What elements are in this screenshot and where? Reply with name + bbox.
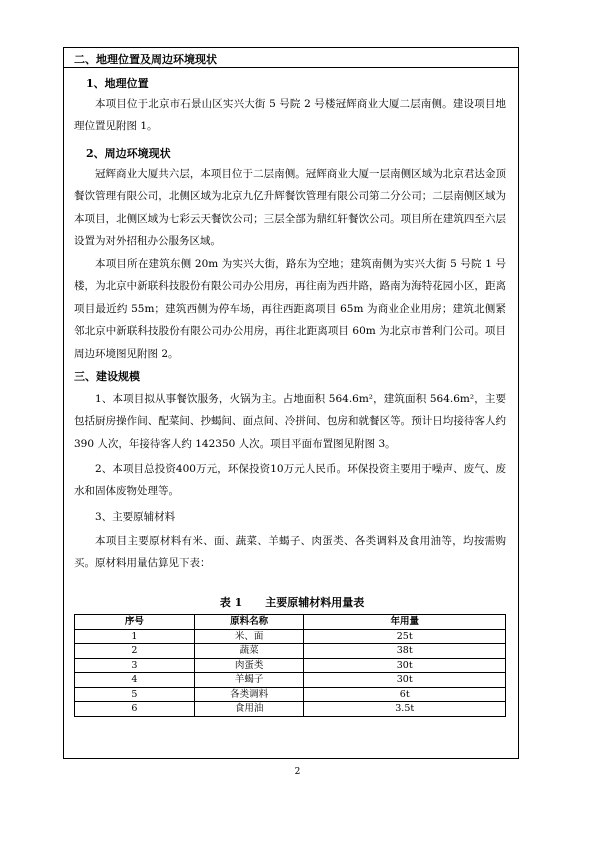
cell-material: 羊蝎子 <box>194 673 304 688</box>
document-frame <box>63 47 519 759</box>
cell-index: 4 <box>75 673 195 688</box>
cell-material: 食用油 <box>194 702 304 717</box>
cell-index: 6 <box>75 702 195 717</box>
cell-usage: 30t <box>304 673 506 688</box>
table-row <box>75 673 506 688</box>
cell-index: 1 <box>75 629 195 644</box>
subheading-surroundings: 2、周边环境现状 <box>86 147 171 160</box>
table-row <box>75 644 506 659</box>
section-heading-scale: 三、建设规模 <box>74 370 140 383</box>
page-number: 2 <box>294 767 301 777</box>
paragraph-scale-2: 2、本项目总投资400万元，环保投资10万元人民币。环保投资主要用于噪声、废气、废水和固体废物处理等。 <box>74 463 506 498</box>
materials-table <box>74 614 506 717</box>
paragraph-building-floors: 冠辉商业大厦共六层，本项目位于二层南侧。冠辉商业大厦一层南侧区域为北京君达金顶餐饮管理有限公司，北侧区域为北京九亿升辉餐饮管理有限公司第二分公司；二层南侧区域为本项目，北侧区域为七彩云天餐饮公司；三层全部为鼎红轩餐饮公司。项目所在建筑四至六层设置为对外招租办公服务区域。 <box>74 168 506 248</box>
cell-usage: 25t <box>304 629 506 644</box>
table-row <box>75 658 506 673</box>
cell-material: 肉蛋类 <box>194 658 304 673</box>
table-header-row <box>75 615 506 630</box>
paragraph-surroundings: 本项目所在建筑东侧 20m 为实兴大街，路东为空地；建筑南侧为实兴大街 5 号院 1 号楼，为北京中新联科技股份有限公司办公用房，再往南为西井路，路南为海特花园小区，距离项目最近约 55m；建筑西侧为停车场，再往西距离项目 65m 为商业企业用房；建筑北侧紧邻北京中新联科技股份有限公司办公用房，再往北距离项目 60m 为北京市普利门公司。项目周边环境图见附图 2。 <box>74 258 506 360</box>
section-heading-location: 二、地理位置及周边环境现状 <box>74 53 217 66</box>
paragraph-geo-location: 本项目位于北京市石景山区实兴大街 5 号院 2 号楼冠辉商业大厦二层南侧。建设项目地理位置见附图 1。 <box>74 98 506 133</box>
cell-material: 米、面 <box>194 629 304 644</box>
cell-index: 3 <box>75 658 195 673</box>
header-material: 原料名称 <box>194 615 304 630</box>
subheading-geo-location: 1、地理位置 <box>86 77 149 90</box>
cell-material: 蔬菜 <box>194 644 304 659</box>
cell-usage: 3.5t <box>304 702 506 717</box>
paragraph-scale-1: 1、本项目拟从事餐饮服务，火锅为主。占地面积 564.6m²，建筑面积 564.6m²，主要包括厨房操作间、配菜间、抄蝎间、面点间、冷拼间、包房和就餐区等。预计日均接待客人约 390 人次，年接待客人约 142350 人次。项目平面布置图见附图 3。 <box>74 393 506 450</box>
cell-index: 5 <box>75 687 195 702</box>
cell-material: 各类调料 <box>194 687 304 702</box>
cell-usage: 30t <box>304 658 506 673</box>
cell-index: 2 <box>75 644 195 659</box>
table-caption: 表 1 主要原辅材料用量表 <box>219 596 365 609</box>
cell-usage: 38t <box>304 644 506 659</box>
divider <box>64 67 518 68</box>
cell-usage: 6t <box>304 687 506 702</box>
table-row <box>75 702 506 717</box>
header-index: 序号 <box>75 615 195 630</box>
table-row <box>75 629 506 644</box>
table-row <box>75 687 506 702</box>
header-annual-usage: 年用量 <box>304 615 506 630</box>
paragraph-scale-4: 本项目主要原材料有米、面、蔬菜、羊蝎子、肉蛋类、各类调料及食用油等，均按需购买。原材料用量估算见下表： <box>74 535 506 570</box>
paragraph-scale-3: 3、主要原辅材料 <box>95 511 176 523</box>
